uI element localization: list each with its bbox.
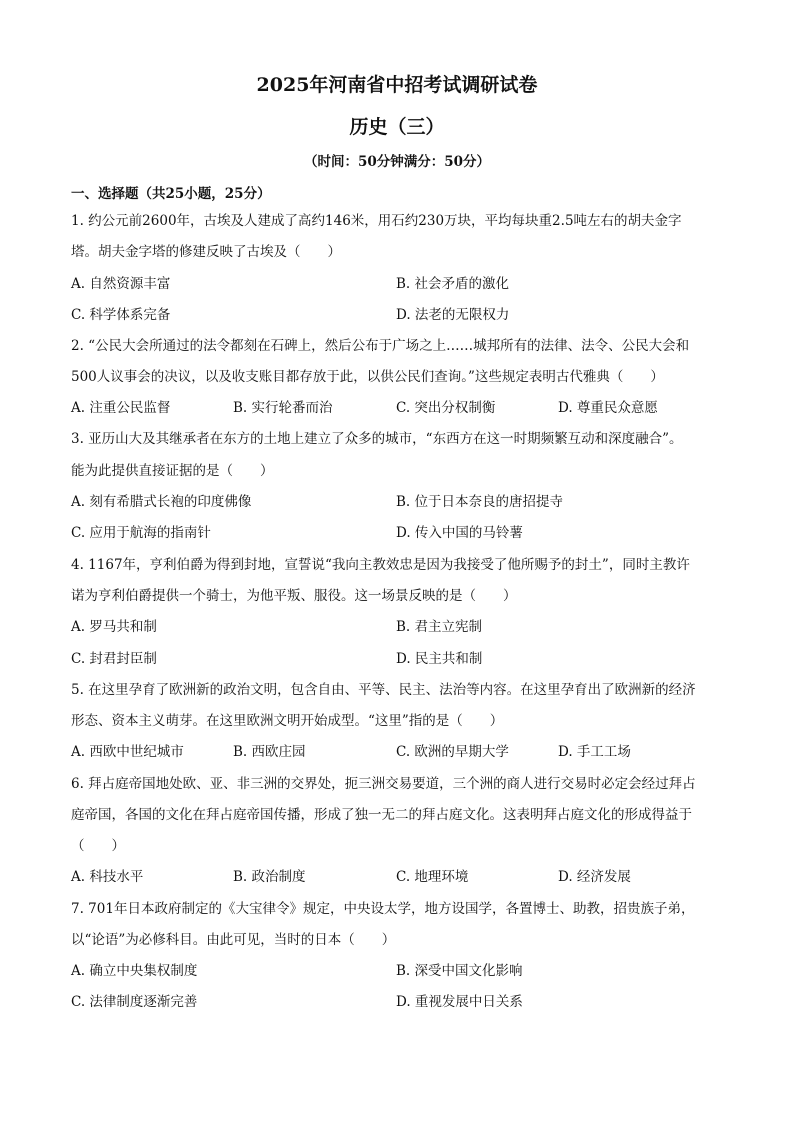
question-1-line-1: 1. 约公元前2600年，古埃及人建成了高约146米，用石约230万块，平均每块重2.5吨左右的胡夫金字: [71, 213, 682, 229]
question-5-option-c: C. 欧洲的早期大学: [396, 744, 509, 760]
question-3-line-1: 3. 亚历山大及其继承者在东方的土地上建立了众多的城市，“东西方在这一时期频繁互动和深度融合”。: [71, 431, 683, 447]
question-1-line-2: 塔。胡夫金字塔的修建反映了古埃及（ ）: [71, 244, 341, 260]
question-5-option-b: B. 西欧庄园: [233, 744, 306, 760]
question-1-option-c: C. 科学体系完备: [71, 307, 171, 323]
question-7-option-c: C. 法律制度逐渐完善: [71, 994, 198, 1010]
question-6-option-d: D. 经济发展: [558, 869, 631, 885]
exam-meta: （时间：50分钟满分：50分）: [303, 154, 491, 170]
question-1-option-b: B. 社会矛盾的激化: [396, 276, 510, 292]
question-4-option-a: A. 罗马共和制: [71, 619, 157, 635]
question-5-line-2: 形态、资本主义萌芽。在这里欧洲文明开始成型。“这里”指的是（ ）: [71, 713, 504, 729]
question-3-option-a: A. 刻有希腊式长袍的印度佛像: [71, 494, 252, 510]
question-1-option-a: A. 自然资源丰富: [71, 276, 171, 292]
question-7-option-a: A. 确立中央集权制度: [71, 963, 198, 979]
question-2-line-1: 2. “公民大会所通过的法令都刻在石碑上，然后公布于广场之上……城邦所有的法律、法令、公民大会和: [71, 338, 690, 354]
question-5-option-a: A. 西欧中世纪城市: [71, 744, 184, 760]
question-7-option-b: B. 深受中国文化影响: [396, 963, 523, 979]
question-2-option-a: A. 注重公民监督: [71, 400, 171, 416]
question-3-line-2: 能为此提供直接证据的是（ ）: [71, 463, 274, 479]
question-4-option-d: D. 民主共和制: [396, 651, 483, 667]
question-6-line-3: （ ）: [71, 838, 125, 854]
question-3-option-b: B. 位于日本奈良的唐招提寺: [396, 494, 564, 510]
question-2-option-d: D. 尊重民众意愿: [558, 400, 658, 416]
section-heading: 一、选择题（共25小题，25分）: [71, 186, 271, 202]
question-1-option-d: D. 法老的无限权力: [396, 307, 510, 323]
question-6-line-2: 庭帝国，各国的文化在拜占庭帝国传播，形成了独一无二的拜占庭文化。这表明拜占庭文化的形成得益于: [71, 807, 692, 823]
exam-subtitle: 历史（三）: [349, 116, 445, 138]
question-3-option-c: C. 应用于航海的指南针: [71, 525, 211, 541]
question-7-line-1: 7. 701年日本政府制定的《大宝律令》规定，中央设太学，地方设国学，各置博士、助教，招贵族子弟，: [71, 901, 695, 917]
question-7-line-2: 以“论语”为必修科目。由此可见，当时的日本（ ）: [71, 932, 396, 948]
question-6-line-1: 6. 拜占庭帝国地处欧、亚、非三洲的交界处，扼三洲交易要道，三个洲的商人进行交易时必定会经过拜占: [71, 776, 696, 792]
question-4-line-1: 4. 1167年，亨利伯爵为得到封地，宣誓说“我向主教效忠是因为我接受了他所赐予的封土”，同时主教许: [71, 557, 690, 573]
exam-title: 2025年河南省中招考试调研试卷: [256, 74, 538, 96]
question-2-option-c: C. 突出分权制衡: [396, 400, 496, 416]
question-7-option-d: D. 重视发展中日关系: [396, 994, 523, 1010]
question-5-line-1: 5. 在这里孕育了欧洲新的政治文明，包含自由、平等、民主、法治等内容。在这里孕育出了欧洲新的经济: [71, 682, 696, 698]
question-2-option-b: B. 实行轮番而治: [233, 400, 333, 416]
question-2-line-2: 500人议事会的决议，以及收支账目都存放于此，以供公民们查询。”这些规定表明古代雅典（ ）: [71, 369, 664, 385]
question-5-option-d: D. 手工工场: [558, 744, 631, 760]
question-4-option-b: B. 君主立宪制: [396, 619, 483, 635]
question-6-option-c: C. 地理环境: [396, 869, 469, 885]
question-6-option-b: B. 政治制度: [233, 869, 306, 885]
question-4-line-2: 诺为亨利伯爵提供一个骑士，为他平叛、服役。这一场景反映的是（ ）: [71, 588, 517, 604]
question-4-option-c: C. 封君封臣制: [71, 651, 157, 667]
question-6-option-a: A. 科技水平: [71, 869, 144, 885]
question-3-option-d: D. 传入中国的马铃薯: [396, 525, 523, 541]
